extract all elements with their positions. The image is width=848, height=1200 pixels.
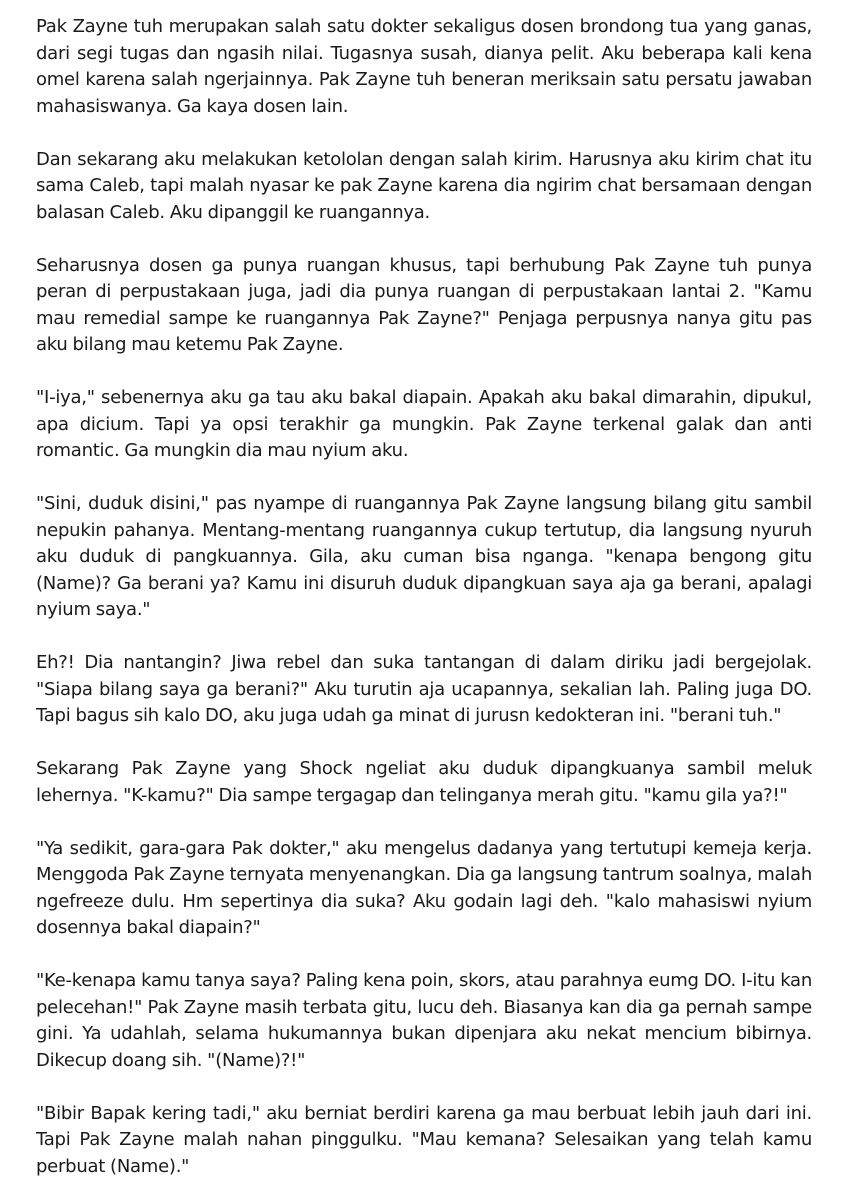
- paragraph-3: Seharusnya dosen ga punya ruangan khusus, tapi berhubung Pak Zayne tuh punya peran di perpustakaan juga, jadi dia punya ruangan di perpustakaan lantai 2. "Kamu mau remedial sampe ke ruangannya Pak Zayne?" Penjaga perpusnya nanya gitu pas aku bilang mau ketemu Pak Zayne.: [36, 254, 812, 356]
- paragraph-4: "I-iya," sebenernya aku ga tau aku bakal diapain. Apakah aku bakal dimarahin, dipukul, apa dicium. Tapi ya opsi terakhir ga mungkin. Pak Zayne terkenal galak dan anti romantic. Ga mungkin dia mau nyium aku.: [36, 387, 812, 462]
- paragraph-2: Dan sekarang aku melakukan ketololan dengan salah kirim. Harusnya aku kirim chat itu sama Caleb, tapi malah nyasar ke pak Zayne karena dia ngirim chat bersamaan dengan balasan Caleb. Aku dipanggil ke ruangannya.: [36, 148, 812, 223]
- paragraph-1: Pak Zayne tuh merupakan salah satu dokter sekaligus dosen brondong tua yang ganas, dari segi tugas dan ngasih nilai. Tugasnya susah, dianya pelit. Aku beberapa kali kena omel karena salah ngerjainnya. Pak Zayne tuh beneran meriksain satu persatu jawaban mahasiswanya. Ga kaya dosen lain.: [36, 16, 812, 117]
- paragraph-6: Eh?! Dia nantangin? Jiwa rebel dan suka tantangan di dalam diriku jadi bergejolak. "Siapa bilang saya ga berani?" Aku turutin aja ucapannya, sekalian lah. Paling juga DO. Tapi bagus sih kalo DO, aku juga udah ga minat di jurusn kedokteran ini. "berani tuh.": [36, 652, 812, 727]
- paragraph-5: "Sini, duduk disini," pas nyampe di ruangannya Pak Zayne langsung bilang gitu sambil nepukin pahanya. Mentang-mentang ruangannya cukup tertutup, dia langsung nyuruh aku duduk di pangkuannya. Gila, aku cuman bisa nganga. "kenapa bengong gitu (Name)? Ga berani ya? Kamu ini disuruh duduk dipangkuan saya aja ga berani, apalagi nyium saya.": [36, 493, 812, 621]
- paragraph-7: Sekarang Pak Zayne yang Shock ngeliat aku duduk dipangkuanya sambil meluk lehernya. "K-kamu?" Dia sampe tergagap dan telinganya merah gitu. "kamu gila ya?!": [36, 758, 812, 806]
- paragraph-8: "Ya sedikit, gara-gara Pak dokter," aku mengelus dadanya yang tertutupi kemeja kerja. Menggoda Pak Zayne ternyata menyenangkan. Dia ga langsung tantrum soalnya, malah ngefreeze dulu. Hm sepertinya dia suka? Aku godain lagi deh. "kalo mahasiswi nyium dosennya bakal diapain?": [36, 837, 812, 939]
- paragraph-9: "Ke-kenapa kamu tanya saya? Paling kena poin, skors, atau parahnya eumg DO. I-itu kan pelecehan!" Pak Zayne masih terbata gitu, lucu deh. Biasanya kan dia ga pernah sampe gini. Ya udahlah, selama hukumannya bukan dipenjara aku nekat mencium bibirnya. Dikecup doang sih. "(Name)?!": [36, 970, 812, 1071]
- paragraph-10: "Bibir Bapak kering tadi," aku berniat berdiri karena ga mau berbuat lebih jauh dari ini. Tapi Pak Zayne malah nahan pinggulku. "Mau kemana? Selesaikan yang telah kamu perbuat (Name).": [36, 1102, 812, 1177]
